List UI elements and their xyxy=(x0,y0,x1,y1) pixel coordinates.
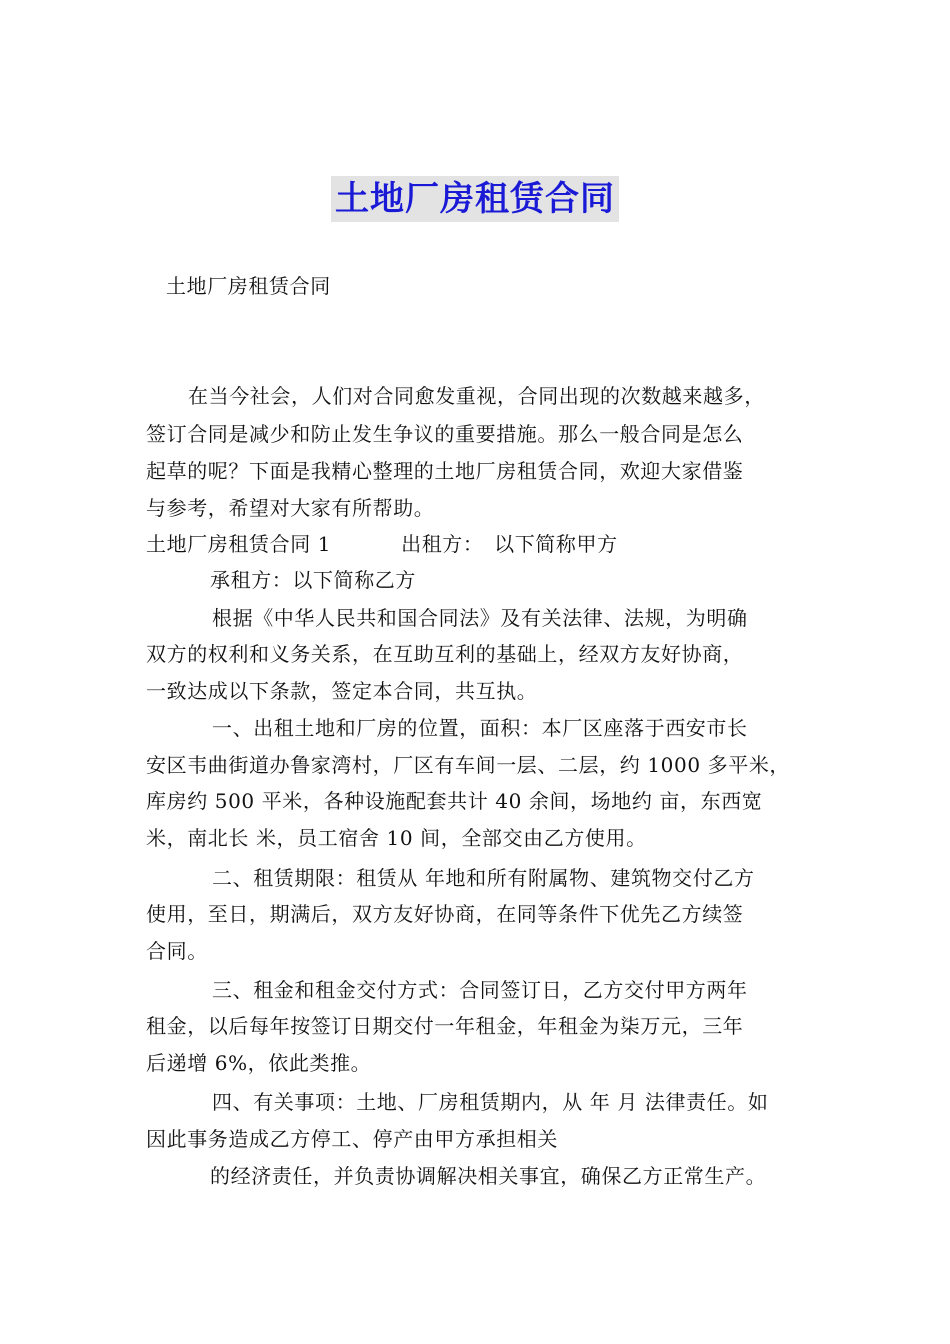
lessee-line: 承租方：以下简称乙方 xyxy=(210,568,416,592)
clause-one-line: 安区韦曲街道办鲁家湾村，厂区有车间一层、二层，约 1000 多平米， xyxy=(146,753,791,777)
clause-three-line: 后递增 6%，依此类推。 xyxy=(146,1051,372,1075)
paragraph-line: 与参考，希望对大家有所帮助。 xyxy=(146,496,435,520)
clause-four-line: 四、有关事项：土地、厂房租赁期内，从 年 月 法律责任。如 xyxy=(212,1090,769,1114)
clause-one-line: 库房约 500 平米，各种设施配套共计 40 余间，场地约 亩，东西宽 xyxy=(146,789,763,813)
document-subtitle: 土地厂房租赁合同 xyxy=(166,274,331,298)
contract-heading-line xyxy=(146,530,618,558)
document-title: 土地厂房租赁合同 xyxy=(331,176,619,222)
clause-two-line: 合同。 xyxy=(146,939,208,963)
title-container xyxy=(0,176,950,222)
clause-four-line: 的经济责任，并负责协调解决相关事宜，确保乙方正常生产。 xyxy=(210,1164,767,1188)
paragraph-line: 在当今社会，人们对合同愈发重视，合同出现的次数越来越多， xyxy=(188,384,765,408)
paragraph-line: 起草的呢？下面是我精心整理的土地厂房租赁合同，欢迎大家借鉴 xyxy=(146,459,744,483)
clause-one-line: 米，南北长 米，员工宿舍 10 间，全部交由乙方使用。 xyxy=(146,826,647,850)
clause-three-line: 三、租金和租金交付方式：合同签订日，乙方交付甲方两年 xyxy=(212,978,748,1002)
paragraph-line: 根据《中华人民共和国合同法》及有关法律、法规，为明确 xyxy=(212,606,748,630)
clause-one-line: 一、出租土地和厂房的位置，面积：本厂区座落于西安市长 xyxy=(212,716,748,740)
clause-four-line: 因此事务造成乙方停工、停产由甲方承担相关 xyxy=(146,1127,558,1151)
paragraph-line: 双方的权利和义务关系，在互助互利的基础上，经双方友好协商， xyxy=(146,642,744,666)
paragraph-line: 一致达成以下条款，签定本合同，共互执。 xyxy=(146,679,538,703)
clause-two-line: 使用，至日，期满后，双方友好协商，在同等条件下优先乙方续签 xyxy=(146,902,744,926)
paragraph-line: 签订合同是减少和防止发生争议的重要措施。那么一般合同是怎么 xyxy=(146,422,744,446)
contract-heading: 土地厂房租赁合同 1 xyxy=(146,532,332,556)
clause-three-line: 租金，以后每年按签订日期交付一年租金，年租金为柒万元，三年 xyxy=(146,1014,744,1038)
lessor-line: 出租方： 以下简称甲方 xyxy=(401,532,618,556)
clause-two-line: 二、租赁期限：租赁从 年地和所有附属物、建筑物交付乙方 xyxy=(212,866,755,890)
